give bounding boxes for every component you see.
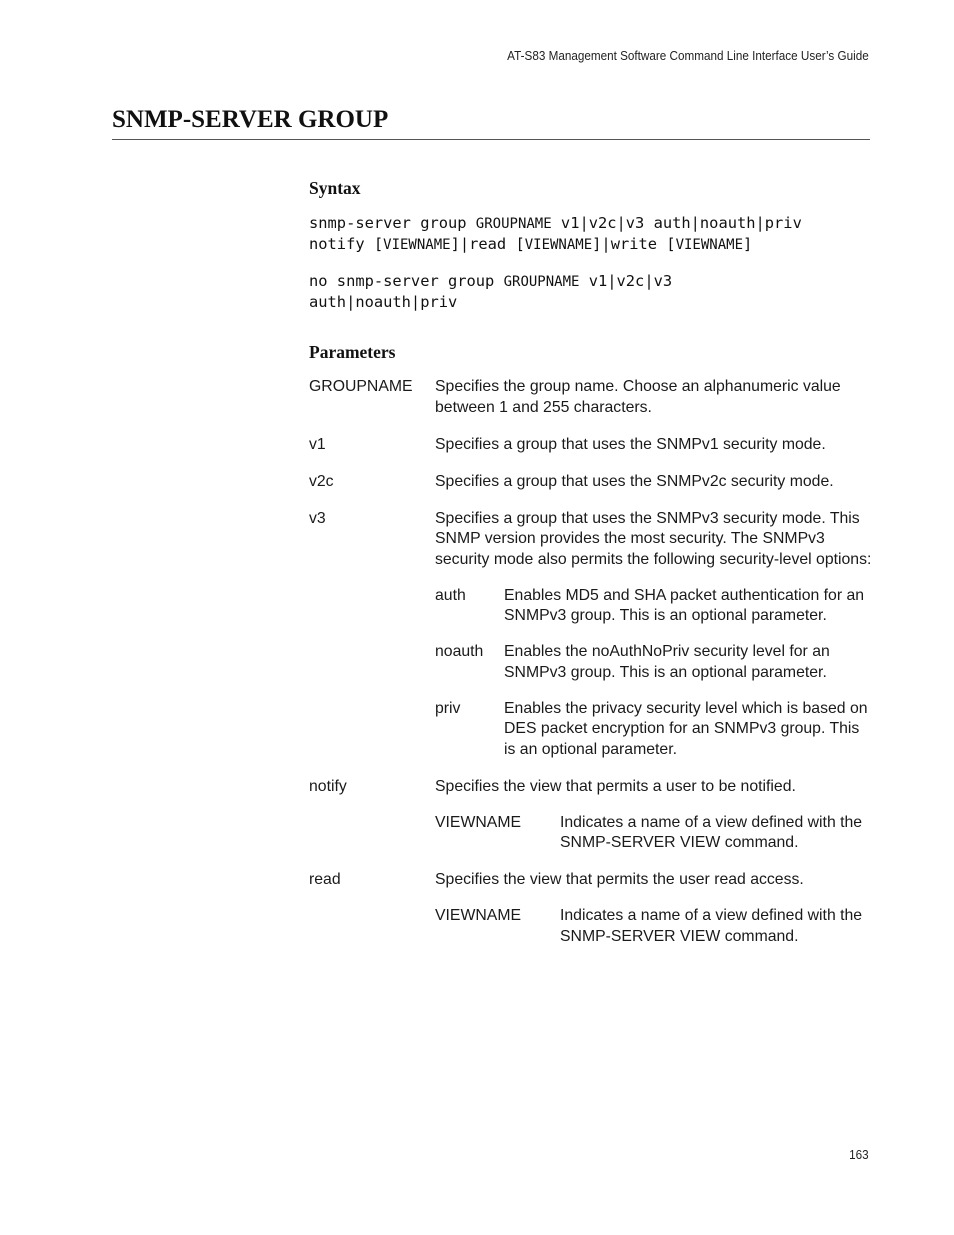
subparam-description: Enables the noAuthNoPriv security level for an SNMPv3 group. This is an optional parameter. bbox=[504, 643, 830, 681]
running-header: AT-S83 Management Software Command Line Interface User’s Guide bbox=[507, 48, 869, 63]
param-description: Specifies a group that uses the SNMPv1 security mode. bbox=[435, 435, 826, 453]
param-read bbox=[309, 870, 875, 891]
syntax-placeholder: GROUPNAME bbox=[475, 216, 552, 232]
syntax-text: ]|write [ bbox=[592, 235, 676, 253]
page-title: SNMP-SERVER GROUP bbox=[112, 106, 389, 133]
subparam-term: priv bbox=[435, 699, 461, 717]
syntax-command-1 bbox=[309, 213, 875, 255]
param-description: Specifies a group that uses the SNMPv2c security mode. bbox=[435, 472, 834, 490]
param-v1 bbox=[309, 435, 875, 456]
subparam-term: auth bbox=[435, 586, 466, 604]
syntax-command-2 bbox=[309, 271, 875, 312]
param-v3 bbox=[309, 509, 875, 571]
syntax-text: notify [ bbox=[309, 235, 384, 253]
syntax-text: snmp-server group bbox=[309, 214, 476, 232]
syntax-command-1-line-1 bbox=[309, 213, 875, 234]
subparam-auth bbox=[435, 586, 875, 627]
subparam-term: VIEWNAME bbox=[435, 907, 522, 924]
param-term: GROUPNAME bbox=[309, 378, 413, 395]
syntax-text: v1|v2c|v3 bbox=[579, 272, 673, 290]
syntax-text: ] bbox=[743, 235, 753, 253]
main-content bbox=[309, 178, 875, 964]
param-description: Specifies the view that permits the user read access. bbox=[435, 871, 804, 888]
syntax-placeholder: VIEWNAME bbox=[383, 237, 451, 253]
subparam-read-viewname bbox=[435, 906, 875, 947]
syntax-command-2-line-1 bbox=[309, 271, 875, 292]
param-v2c bbox=[309, 472, 875, 493]
syntax-command-2-line-2: auth|noauth|priv bbox=[309, 293, 458, 311]
param-term: v1 bbox=[309, 435, 326, 453]
subparam-term: VIEWNAME bbox=[435, 813, 522, 831]
page-number: 163 bbox=[849, 1147, 869, 1162]
syntax-placeholder: VIEWNAME bbox=[675, 237, 743, 253]
param-description: Specifies the view that permits a user to be notified. bbox=[435, 777, 796, 795]
param-groupname bbox=[309, 377, 875, 418]
subparam-priv bbox=[435, 699, 875, 761]
subparam-term: noauth bbox=[435, 643, 484, 660]
syntax-heading: Syntax bbox=[309, 178, 361, 198]
syntax-placeholder: VIEWNAME bbox=[524, 237, 593, 253]
subparam-description: Indicates a name of a view defined with the SNMP-SERVER VIEW command. bbox=[560, 907, 863, 945]
param-term: v3 bbox=[309, 509, 326, 527]
param-description: Specifies the group name. Choose an alphanumeric value between 1 and 255 characters. bbox=[435, 378, 841, 416]
parameters-heading: Parameters bbox=[309, 342, 396, 362]
syntax-command-1-line-2 bbox=[309, 234, 875, 255]
param-term: notify bbox=[309, 777, 347, 795]
syntax-text: no snmp-server group bbox=[309, 272, 504, 290]
subparam-description: Enables MD5 and SHA packet authentication for an SNMPv3 group. This is an optional parameter. bbox=[504, 586, 865, 624]
syntax-text: v1|v2c|v3 auth|noauth|priv bbox=[551, 214, 802, 232]
param-term: read bbox=[309, 871, 341, 888]
subparam-noauth bbox=[435, 642, 875, 683]
subparam-notify-viewname bbox=[435, 813, 875, 854]
subparam-description: Enables the privacy security level which is based on DES packet encryption for an SNMPv3 group. This is an optional parameter. bbox=[504, 699, 868, 758]
subparam-description: Indicates a name of a view defined with the SNMP-SERVER VIEW command. bbox=[560, 813, 863, 851]
title-rule bbox=[112, 139, 870, 140]
param-description: Specifies a group that uses the SNMPv3 security mode. This SNMP version provides the most security. The SNMPv3 security mode also permits the following security-level options: bbox=[435, 509, 872, 568]
syntax-text: ]|read [ bbox=[450, 235, 525, 253]
param-term: v2c bbox=[309, 472, 334, 490]
syntax-placeholder: GROUPNAME bbox=[503, 274, 580, 290]
param-notify bbox=[309, 777, 875, 798]
